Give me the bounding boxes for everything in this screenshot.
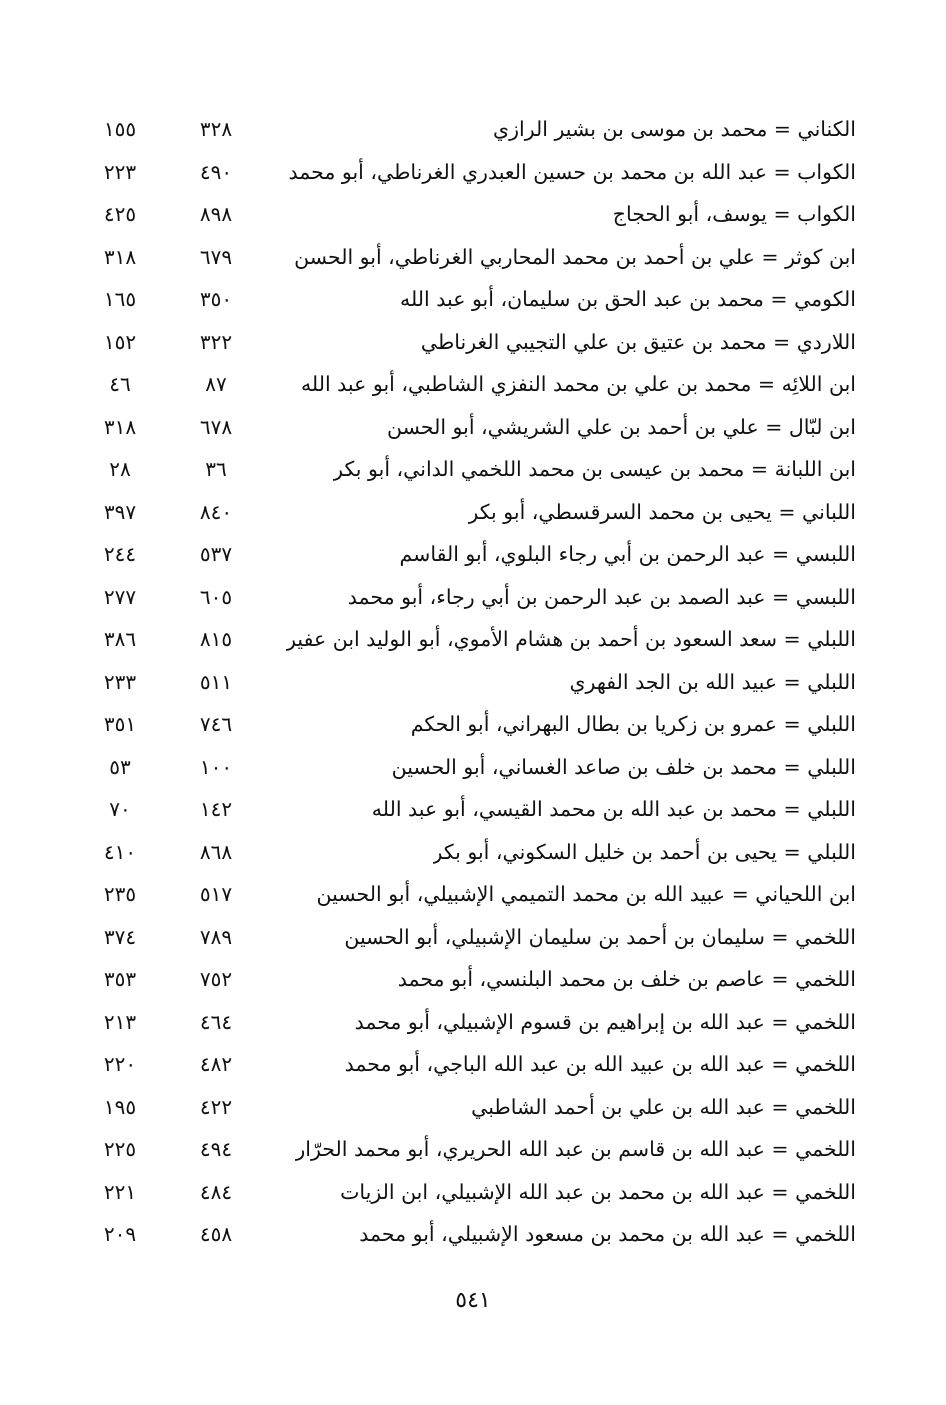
entry-page-number: ٣١٨ (103, 414, 137, 439)
entry-number: ٤٩٠ (199, 159, 233, 184)
entry-name: الكومي = محمد بن عبد الحق بن سليمان، أبو عبد الله (400, 287, 856, 311)
entry-number: ٧٤٦ (199, 712, 233, 736)
index-entry-row (80, 1171, 856, 1214)
index-entry-row (80, 448, 856, 491)
entry-number: ٨٦٨ (199, 839, 233, 864)
entry-number: ٣٥٠ (199, 287, 233, 311)
index-entry-row (80, 1213, 856, 1256)
index-entry-row (80, 703, 856, 746)
index-entry-row (80, 1086, 856, 1129)
entry-number: ٤٩٤ (199, 1137, 233, 1161)
entry-page-number: ١٩٥ (103, 1094, 137, 1119)
entry-name: اللخمي = عبد الله بن إبراهيم بن قسوم الإشبيلي، أبو محمد (354, 1009, 856, 1034)
entry-name: اللخمي = عبد الله بن علي بن أحمد الشاطبي (471, 1094, 856, 1119)
index-entry-row (80, 958, 856, 1001)
entry-number: ٦٠٥ (199, 584, 233, 609)
entry-name: اللخمي = عبد الله بن محمد بن مسعود الإشبيلي، أبو محمد (359, 1222, 856, 1246)
entry-page-number: ٣٧٤ (103, 924, 137, 949)
entry-name: الكواب = يوسف، أبو الحجاج (612, 202, 856, 226)
entry-number: ٤٨٢ (199, 1052, 233, 1076)
entry-number: ٣٢٢ (199, 329, 233, 354)
entry-page-number: ٢٧٧ (103, 584, 137, 609)
entry-page-number: ٢٠٩ (103, 1222, 137, 1246)
entry-name: اللبلي = سعد السعود بن أحمد بن هشام الأموي، أبو الوليد ابن عفير (286, 627, 856, 651)
entry-number: ٤٢٢ (199, 1094, 233, 1119)
entry-page-number: ١٦٥ (103, 287, 137, 311)
entry-page-number: ٣٥٣ (103, 967, 137, 991)
entry-number: ٥٣٧ (199, 542, 233, 566)
entry-name: اللباني = يحيى بن محمد السرقسطي، أبو بكر (468, 499, 856, 524)
entry-page-number: ٢٤٤ (103, 542, 137, 566)
entry-page-number: ٤١٠ (103, 839, 137, 864)
entry-page-number: ٤٢٥ (103, 202, 137, 226)
entry-page-number: ٢٣٥ (103, 882, 137, 906)
entry-name: اللبسي = عبد الرحمن بن أبي رجاء البلوي، أبو القاسم (399, 542, 856, 566)
index-entry-row (80, 1001, 856, 1044)
entry-name: اللاردي = محمد بن عتيق بن علي التجيبي الغرناطي (420, 329, 856, 354)
entry-name: اللبسي = عبد الصمد بن عبد الرحمن بن أبي رجاء، أبو محمد (347, 584, 856, 609)
entry-number: ٤٦٤ (199, 1009, 233, 1034)
entry-number: ٣٦ (205, 457, 227, 481)
index-entry-row (80, 321, 856, 364)
entry-page-number: ٤٦ (109, 372, 131, 396)
index-entry-row (80, 363, 856, 406)
entry-name: اللخمي = عبد الله بن محمد بن عبد الله الإشبيلي، ابن الزيات (340, 1179, 856, 1204)
entry-name: اللبلي = عمرو بن زكريا بن بطال البهراني، أبو الحكم (410, 712, 856, 736)
entry-page-number: ٢٢٣ (103, 159, 137, 184)
index-entry-row (80, 1128, 856, 1171)
index-entry-row (80, 746, 856, 789)
index-entry-row (80, 1043, 856, 1086)
index-entry-row (80, 788, 856, 831)
entry-page-number: ٧٠ (109, 797, 131, 821)
entry-number: ٨١٥ (199, 627, 233, 651)
index-entry-row (80, 406, 856, 449)
entry-page-number: ٣٩٧ (103, 499, 137, 524)
index-entry-row (80, 491, 856, 534)
entry-page-number: ٣٨٦ (103, 627, 137, 651)
entry-page-number: ٢٢٠ (103, 1052, 137, 1076)
entry-page-number: ٢٢٥ (103, 1137, 137, 1161)
entry-page-number: ١٥٥ (103, 117, 137, 141)
entry-name: اللبلي = عبيد الله بن الجد الفهري (569, 669, 856, 694)
entry-name: اللخمي = سليمان بن أحمد بن سليمان الإشبيلي، أبو الحسين (344, 924, 856, 949)
entry-name: الكناني = محمد بن موسى بن بشير الرازي (493, 117, 856, 141)
entry-name: ابن كوثر = علي بن أحمد بن محمد المحاربي الغرناطي، أبو الحسن (294, 244, 856, 269)
entry-page-number: ٣١٨ (103, 244, 137, 269)
entry-name: ابن اللبانة = محمد بن عيسى بن محمد اللخمي الداني، أبو بكر (333, 457, 856, 481)
entry-name: ابن لبّال = علي بن أحمد بن علي الشريشي، أبو الحسن (386, 414, 856, 439)
index-entry-row (80, 108, 856, 151)
index-entry-row (80, 831, 856, 874)
entry-number: ١٠٠ (199, 754, 233, 779)
entry-number: ٥١٧ (199, 882, 233, 906)
entry-number: ٦٧٨ (199, 414, 233, 439)
entry-name: ابن اللائِه = محمد بن علي بن محمد النفزي الشاطبي، أبو عبد الله (300, 372, 856, 396)
entry-page-number: ٥٣ (109, 754, 131, 779)
entry-name: اللخمي = عبد الله بن قاسم بن عبد الله الحريري، أبو محمد الحرّار (295, 1137, 856, 1161)
entry-number: ١٤٢ (199, 797, 233, 821)
entry-page-number: ٣٥١ (103, 712, 137, 736)
entry-number: ٨٩٨ (199, 202, 233, 226)
index-entry-row (80, 873, 856, 916)
entry-number: ٤٥٨ (199, 1222, 233, 1246)
entry-name: اللبلي = يحيى بن أحمد بن خليل السكوني، أبو بكر (432, 839, 856, 864)
entry-number: ٧٥٢ (199, 967, 233, 991)
name-index-list (80, 108, 856, 1256)
index-entry-row (80, 576, 856, 619)
entry-number: ٤٨٤ (199, 1179, 233, 1204)
page-number: ٥٤١ (455, 1288, 491, 1313)
entry-page-number: ٢٨ (109, 457, 131, 481)
index-entry-row (80, 916, 856, 959)
entry-page-number: ٢٣٣ (103, 669, 137, 694)
entry-name: الكواب = عبد الله بن محمد بن حسين العبدري الغرناطي، أبو محمد (288, 159, 856, 184)
entry-number: ٧٨٩ (199, 924, 233, 949)
index-entry-row (80, 533, 856, 576)
index-entry-row (80, 618, 856, 661)
index-entry-row (80, 151, 856, 194)
index-entry-row (80, 661, 856, 704)
entry-number: ٥١١ (199, 669, 233, 694)
entry-name: اللبلي = محمد بن خلف بن صاعد الغساني، أبو الحسين (391, 754, 856, 779)
entry-number: ٨٤٠ (199, 499, 233, 524)
entry-number: ٦٧٩ (199, 244, 233, 269)
index-entry-row (80, 236, 856, 279)
entry-page-number: ٢٢١ (103, 1179, 137, 1204)
entry-name: اللخمي = عبد الله بن عبيد الله بن عبد الله الباجي، أبو محمد (344, 1052, 856, 1076)
entry-number: ٣٢٨ (199, 117, 233, 141)
index-entry-row (80, 278, 856, 321)
entry-number: ٨٧ (205, 372, 227, 396)
entry-name: ابن اللحياني = عبيد الله بن محمد التميمي الإشبيلي، أبو الحسين (316, 882, 856, 906)
index-entry-row (80, 193, 856, 236)
entry-name: اللخمي = عاصم بن خلف بن محمد البلنسي، أبو محمد (397, 967, 856, 991)
entry-name: اللبلي = محمد بن عبد الله بن محمد القيسي، أبو عبد الله (371, 797, 856, 821)
entry-page-number: ٢١٣ (103, 1009, 137, 1034)
entry-page-number: ١٥٢ (103, 329, 137, 354)
